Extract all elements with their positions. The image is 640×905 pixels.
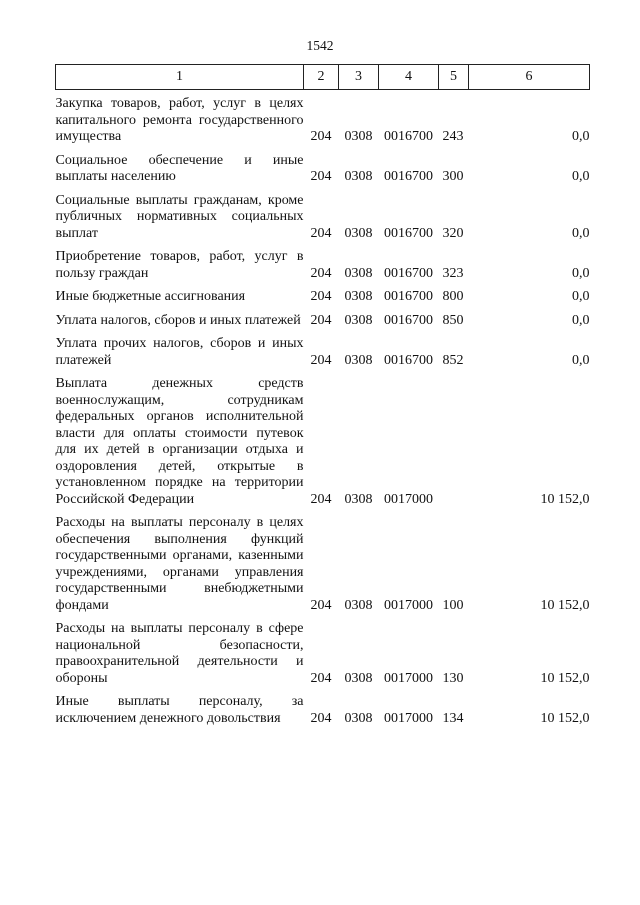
section-code: 0308: [344, 129, 373, 144]
amount: 10 152,0: [540, 597, 590, 613]
target-article-code: 0017000: [384, 491, 433, 507]
grbs-code: 204: [310, 265, 332, 281]
grbs-code: 204: [310, 289, 332, 304]
expense-type-code: 852: [442, 352, 464, 368]
grbs-code: 204: [310, 670, 332, 686]
expense-name: Уплата налогов, сборов и иных платежей: [55, 312, 301, 328]
column-header-6: 6: [469, 65, 590, 90]
section-code: 0308: [344, 225, 373, 241]
column-header-1: 1: [56, 65, 304, 90]
grbs-code: 204: [310, 710, 332, 726]
header-row: [56, 65, 590, 90]
target-article-code: 0017000: [384, 597, 433, 613]
table-row: [56, 614, 590, 687]
section-code: 0308: [344, 289, 373, 304]
amount: 10 152,0: [540, 710, 590, 726]
expense-name: Приобретение товаров, работ, услуг в пользу граждан: [55, 249, 304, 281]
expense-name: Расходы на выплаты персоналу в сфере национальной безопасности, правоохранительной деятельности и обороны: [55, 621, 304, 686]
target-article-code: 0016700: [384, 265, 433, 281]
amount: 0,0: [572, 129, 590, 144]
target-article-code: 0016700: [384, 225, 433, 241]
target-article-code: 0016700: [384, 129, 433, 144]
budget-table: [55, 64, 590, 727]
grbs-code: 204: [310, 129, 332, 144]
table-row: [56, 186, 590, 243]
expense-type-code: 850: [442, 312, 464, 328]
section-code: 0308: [344, 265, 373, 281]
section-code: 0308: [344, 670, 373, 686]
amount: 10 152,0: [540, 491, 590, 507]
table-row: [56, 329, 590, 369]
table-row: [56, 687, 590, 727]
table-row: [56, 369, 590, 508]
expense-type-code: 800: [442, 289, 464, 304]
grbs-code: 204: [310, 491, 332, 507]
expense-name: Выплата денежных средств военнослужащим, сотрудникам федеральных органов исполнительной власти для оплаты стоимости путевок для их детей в организации отдыха и оздоровления детей, открытые в установленном порядке на территории Российской Федерации: [55, 376, 304, 507]
target-article-code: 0016700: [384, 169, 433, 184]
column-header-3: 3: [339, 65, 379, 90]
target-article-code: 0017000: [384, 710, 433, 726]
expense-name: Иные выплаты персоналу, за исключением денежного довольствия: [55, 694, 304, 726]
expense-name: Иные бюджетные ассигнования: [55, 289, 246, 304]
column-header-4: 4: [379, 65, 439, 90]
table-row: [56, 306, 590, 330]
table-row: [56, 242, 590, 282]
expense-type-code: 134: [442, 710, 464, 726]
table-row: [56, 282, 590, 306]
amount: 0,0: [572, 289, 590, 304]
table-row: [56, 508, 590, 614]
amount: 0,0: [572, 225, 590, 241]
expense-type-code: 243: [442, 129, 464, 144]
expense-name: Социальное обеспечение и иные выплаты населению: [55, 152, 304, 184]
amount: 0,0: [572, 352, 590, 368]
expense-type-code: 323: [442, 265, 464, 281]
target-article-code: 0016700: [384, 312, 433, 328]
grbs-code: 204: [310, 312, 332, 328]
section-code: 0308: [344, 169, 373, 184]
section-code: 0308: [344, 352, 373, 368]
expense-name: Уплата прочих налогов, сборов и иных платежей: [55, 336, 304, 368]
expense-type-code: 300: [442, 169, 464, 184]
expense-name: Закупка товаров, работ, услуг в целях капитального ремонта государственного имущества: [55, 96, 304, 144]
amount: 0,0: [572, 169, 590, 184]
amount: 0,0: [572, 312, 590, 328]
expense-type-code: 100: [442, 597, 464, 613]
grbs-code: 204: [310, 597, 332, 613]
table-row: [56, 146, 590, 186]
target-article-code: 0017000: [384, 670, 433, 686]
expense-name: Расходы на выплаты персоналу в целях обеспечения выполнения функций государственными органами, казенными учреждениями, органами управления государственными внебюджетными фондами: [55, 515, 304, 613]
section-code: 0308: [344, 312, 373, 328]
column-header-5: 5: [439, 65, 469, 90]
expense-type-code: 320: [442, 225, 464, 241]
grbs-code: 204: [310, 352, 332, 368]
expense-name: Социальные выплаты гражданам, кроме публичных нормативных социальных выплат: [55, 192, 304, 241]
grbs-code: 204: [310, 169, 332, 184]
section-code: 0308: [344, 597, 373, 613]
amount: 0,0: [572, 265, 590, 281]
table-row: [56, 90, 590, 146]
expense-type-code: 130: [442, 670, 464, 686]
expense-type-code: [439, 369, 469, 508]
amount: 10 152,0: [540, 670, 590, 686]
target-article-code: 0016700: [384, 352, 433, 368]
section-code: 0308: [344, 491, 373, 507]
page-number: 1542: [306, 38, 334, 53]
section-code: 0308: [344, 710, 373, 726]
target-article-code: 0016700: [384, 289, 433, 304]
column-header-2: 2: [304, 65, 339, 90]
grbs-code: 204: [310, 225, 332, 241]
